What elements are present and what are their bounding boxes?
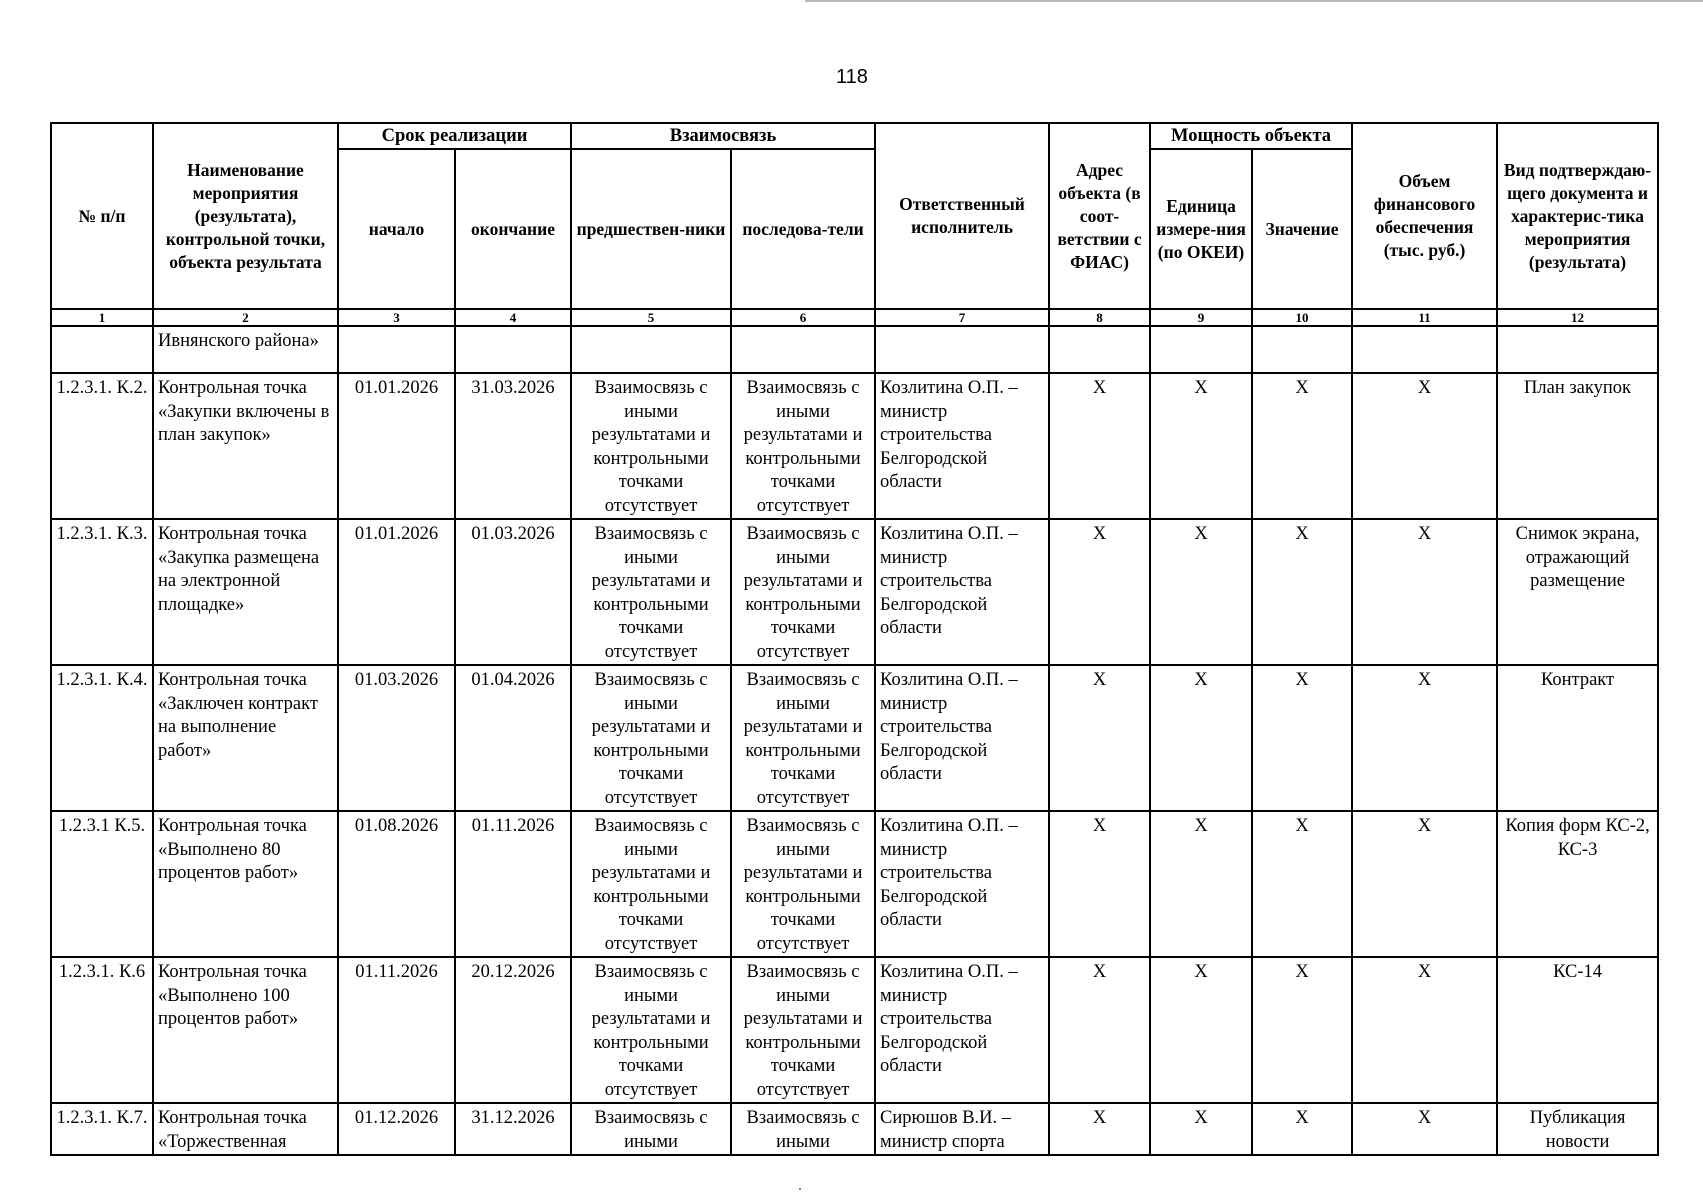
header-successors: последова-тели	[731, 149, 875, 309]
table-row-continuation	[51, 326, 1658, 373]
cell-start: 01.01.2026	[338, 373, 455, 519]
page-number: 118	[836, 66, 868, 88]
cell-unit: Х	[1150, 665, 1252, 811]
cell-financing: Х	[1352, 957, 1497, 1103]
cell-num: 1.2.3.1. К.4.	[51, 665, 153, 811]
cell-predecessors: Взаимосвязь с иными результатами и контрольными точками отсутствует	[571, 665, 731, 811]
header-link: Взаимосвязь	[571, 123, 875, 149]
cell-address: Х	[1049, 519, 1150, 665]
cell-unit: Х	[1150, 811, 1252, 957]
header-document: Вид подтверждаю-щего документа и характерис-тика мероприятия (результата)	[1497, 123, 1658, 309]
cell-end: 31.12.2026	[455, 1103, 571, 1155]
cell-end: 01.03.2026	[455, 519, 571, 665]
header-predecessors: предшествен-ники	[571, 149, 731, 309]
cell-name: Контрольная точка «Торжественная	[153, 1103, 338, 1155]
cell-financing: Х	[1352, 373, 1497, 519]
column-number-row	[51, 309, 1658, 326]
cell-unit: Х	[1150, 373, 1252, 519]
cell-responsible: Козлитина О.П. – министр строительства Белгородской области	[875, 373, 1049, 519]
cell-name: Контрольная точка «Выполнено 80 процентов работ»	[153, 811, 338, 957]
cell-address: Х	[1049, 373, 1150, 519]
header-name: Наименование мероприятия (результата), контрольной точки, объекта результата	[153, 123, 338, 309]
cell-unit: Х	[1150, 519, 1252, 665]
cell-value: Х	[1252, 957, 1352, 1103]
column-number: 11	[1352, 309, 1497, 326]
plan-table	[50, 122, 1659, 1156]
cell-predecessors: Взаимосвязь с иными результатами и контрольными точками отсутствует	[571, 957, 731, 1103]
table-row	[51, 665, 1658, 811]
scan-top-line	[805, 0, 1703, 2]
cell-document: Публикация новости	[1497, 1103, 1658, 1155]
header-capacity: Мощность объекта	[1150, 123, 1352, 149]
cell-unit: Х	[1150, 957, 1252, 1103]
header-financing: Объем финансового обеспечения (тыс. руб.)	[1352, 123, 1497, 309]
cell-predecessors: Взаимосвязь с иными результатами и контрольными точками отсутствует	[571, 811, 731, 957]
cell-successors: Взаимосвязь с иными результатами и контрольными точками отсутствует	[731, 957, 875, 1103]
cell-predecessors: Взаимосвязь с иными результатами и контрольными точками отсутствует	[571, 373, 731, 519]
header-num: № п/п	[51, 123, 153, 309]
cell-name: Ивнянского района»	[153, 326, 338, 373]
table-row	[51, 811, 1658, 957]
column-number: 12	[1497, 309, 1658, 326]
cell-financing: Х	[1352, 1103, 1497, 1155]
cell-value: Х	[1252, 1103, 1352, 1155]
column-number: 4	[455, 309, 571, 326]
header-end: окончание	[455, 149, 571, 309]
cell-start: 01.01.2026	[338, 519, 455, 665]
column-number: 7	[875, 309, 1049, 326]
cell-start: 01.11.2026	[338, 957, 455, 1103]
cell-name: Контрольная точка «Закупка размещена на электронной площадке»	[153, 519, 338, 665]
cell-address: Х	[1049, 811, 1150, 957]
cell-name: Контрольная точка «Заключен контракт на выполнение работ»	[153, 665, 338, 811]
cell-financing: Х	[1352, 811, 1497, 957]
header-value: Значение	[1252, 149, 1352, 309]
cell-value: Х	[1252, 373, 1352, 519]
cell-value: Х	[1252, 811, 1352, 957]
cell-start: 01.03.2026	[338, 665, 455, 811]
cell-value: Х	[1252, 665, 1352, 811]
cell-predecessors: Взаимосвязь с иными результатами и контрольными точками отсутствует	[571, 519, 731, 665]
cell-responsible: Сирюшов В.И. – министр спорта	[875, 1103, 1049, 1155]
cell-document: Контракт	[1497, 665, 1658, 811]
cell-name: Контрольная точка «Закупки включены в план закупок»	[153, 373, 338, 519]
cell-address: Х	[1049, 957, 1150, 1103]
table-row	[51, 957, 1658, 1103]
cell-document: Копия форм КС-2, КС-3	[1497, 811, 1658, 957]
cell-responsible: Козлитина О.П. – министр строительства Белгородской области	[875, 519, 1049, 665]
cell-unit: Х	[1150, 1103, 1252, 1155]
cell-responsible: Козлитина О.П. – министр строительства Белгородской области	[875, 665, 1049, 811]
cell-financing: Х	[1352, 665, 1497, 811]
table-row	[51, 1103, 1658, 1155]
header-address: Адрес объекта (в соот-ветствии с ФИАС)	[1049, 123, 1150, 309]
cell-financing: Х	[1352, 519, 1497, 665]
cell-num: 1.2.3.1. К.6	[51, 957, 153, 1103]
cell-successors: Взаимосвязь с иными	[731, 1103, 875, 1155]
column-number: 1	[51, 309, 153, 326]
cell-document: КС-14	[1497, 957, 1658, 1103]
table-row	[51, 373, 1658, 519]
cell-num: 1.2.3.1 К.5.	[51, 811, 153, 957]
cell-responsible: Козлитина О.П. – министр строительства Белгородской области	[875, 957, 1049, 1103]
cell-responsible: Козлитина О.П. – министр строительства Белгородской области	[875, 811, 1049, 957]
cell-num: 1.2.3.1. К.7.	[51, 1103, 153, 1155]
cell-address: Х	[1049, 1103, 1150, 1155]
cell-document: Снимок экрана, отражающий размещение	[1497, 519, 1658, 665]
cell-successors: Взаимосвязь с иными результатами и контрольными точками отсутствует	[731, 373, 875, 519]
cell-successors: Взаимосвязь с иными результатами и контрольными точками отсутствует	[731, 811, 875, 957]
cell-successors: Взаимосвязь с иными результатами и контрольными точками отсутствует	[731, 519, 875, 665]
header-unit: Единица измере-ния (по ОКЕИ)	[1150, 149, 1252, 309]
column-number: 2	[153, 309, 338, 326]
cell-value: Х	[1252, 519, 1352, 665]
scan-speck	[799, 1188, 801, 1190]
cell-end: 01.11.2026	[455, 811, 571, 957]
column-number: 10	[1252, 309, 1352, 326]
cell-num: 1.2.3.1. К.2.	[51, 373, 153, 519]
column-number: 5	[571, 309, 731, 326]
header-responsible: Ответственный исполнитель	[875, 123, 1049, 309]
cell-end: 31.03.2026	[455, 373, 571, 519]
cell-name: Контрольная точка «Выполнено 100 процентов работ»	[153, 957, 338, 1103]
column-number: 8	[1049, 309, 1150, 326]
column-number: 9	[1150, 309, 1252, 326]
column-number: 6	[731, 309, 875, 326]
header-period: Срок реализации	[338, 123, 571, 149]
cell-address: Х	[1049, 665, 1150, 811]
cell-end: 01.04.2026	[455, 665, 571, 811]
cell-document: План закупок	[1497, 373, 1658, 519]
header-start: начало	[338, 149, 455, 309]
column-number: 3	[338, 309, 455, 326]
cell-predecessors: Взаимосвязь с иными	[571, 1103, 731, 1155]
table-row	[51, 519, 1658, 665]
cell-start: 01.08.2026	[338, 811, 455, 957]
cell-start: 01.12.2026	[338, 1103, 455, 1155]
cell-num: 1.2.3.1. К.3.	[51, 519, 153, 665]
cell-successors: Взаимосвязь с иными результатами и контрольными точками отсутствует	[731, 665, 875, 811]
cell-end: 20.12.2026	[455, 957, 571, 1103]
